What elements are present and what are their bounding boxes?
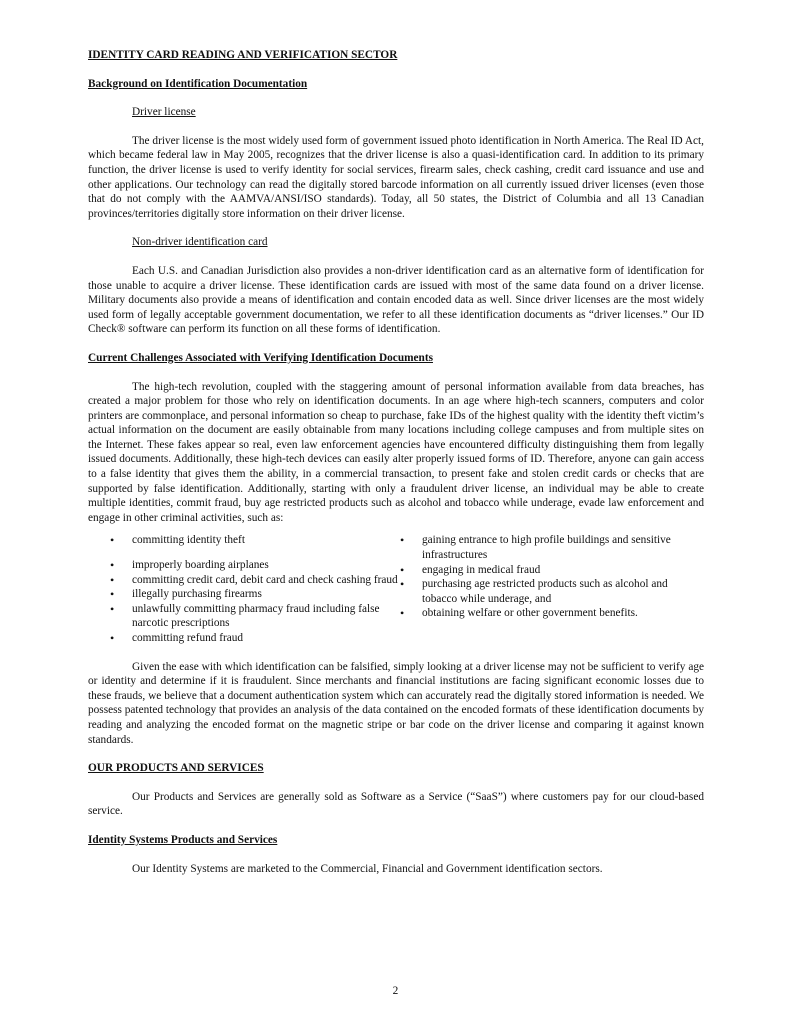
list-item: • obtaining welfare or other government benefits. xyxy=(400,606,704,621)
list-item: • purchasing age restricted products such as alcohol and tobacco while underage, and xyxy=(400,577,704,606)
challenges-heading: Current Challenges Associated with Verifying Identification Documents xyxy=(88,351,433,364)
given-ease-paragraph: Given the ease with which identification can be falsified, simply looking at a driver license may not be sufficient to verify age or identity and determine if it is fraudulent. Since merchants and financial institutions are facing significant economic losses due to these frauds, we believe that a document authentication system which can accurately read the digitally stored information is needed. We possess patented technology that provides an analysis of the data contained on the encoded formats of these identification documents by reading and analyzing the encoded format on the magnetic stripe or bar code on the driver license and comparing it against known standards. xyxy=(88,660,704,746)
section-title: IDENTITY CARD READING AND VERIFICATION SECTOR xyxy=(88,49,398,61)
page-number: 2 xyxy=(392,985,399,997)
list-item: • engaging in medical fraud xyxy=(400,563,704,578)
list-item: • committing refund fraud xyxy=(110,631,400,646)
driver-license-subheading: Driver license xyxy=(132,106,196,119)
bullet-column-right xyxy=(400,533,704,645)
challenges-paragraph: The high-tech revolution, coupled with the staggering amount of personal information available from data breaches, has created a major problem for those who rely on identification documents. In an age where high-tech scanners, computers and color printers are commonplace, and personal information so cheap to purchase, fake IDs of the highest quality with the identity theft victim’s actual information on the document are easily obtainable from many locations including college campuses and from multiple sites on the Internet. These fakes appear so real, even law enforcement agencies have encountered difficulty distinguishing them from legally issued documents. Additionally, these high-tech devices can easily alter properly issued forms of ID. Therefore, anyone can gain access to a false identity that gives them the ability, in a commercial transaction, to present fake and stolen credit cards or checks that are supported by false identification. Additionally, starting with only a fraudulent driver license, an individual may be able to create multiple identities, commit fraud, buy age restricted products such as alcohol and tobacco while underage, evade law enforcement and engage in other criminal activities, such as: xyxy=(88,380,704,524)
list-item: • gaining entrance to high profile buildings and sensitive infrastructures xyxy=(400,533,704,562)
list-item: • committing credit card, debit card and check cashing fraud xyxy=(110,573,400,588)
list-item: • committing identity theft xyxy=(110,533,400,548)
fraud-bullet-list xyxy=(88,533,704,645)
non-driver-subheading: Non-driver identification card xyxy=(132,236,268,249)
list-item: • unlawfully committing pharmacy fraud including false narcotic prescriptions xyxy=(110,602,400,631)
document-page xyxy=(88,48,704,890)
products-paragraph: Our Products and Services are generally sold as Software as a Service (“SaaS”) where customers pay for our cloud-based service. xyxy=(88,790,704,818)
products-heading: OUR PRODUCTS AND SERVICES xyxy=(88,762,264,775)
bullet-column-left xyxy=(88,533,400,645)
identity-systems-paragraph: Our Identity Systems are marketed to the Commercial, Financial and Government identification sectors. xyxy=(132,862,603,875)
non-driver-paragraph: Each U.S. and Canadian Jurisdiction also provides a non-driver identification card as an alternative form of identification for those unable to acquire a driver license. These identification cards are issued with most of the same data found on a driver license. Military documents also provide a means of identification and contain encoded data as well. Since driver licenses are the most widely used form of legally acceptable government documentation, we refer to all these identification documents as “driver licenses.” Our ID Check® software can perform its function on all these forms of identification. xyxy=(88,264,704,336)
driver-license-paragraph: The driver license is the most widely used form of government issued photo identification in North America. The Real ID Act, which became federal law in May 2005, recognizes that the driver license is also a quasi-identification card. In addition to its primary function, the driver license is used to verify identity for social services, firearm sales, check cashing, credit card issuance and use and other applications. Our technology can read the digitally stored barcode information on all currently issued driver licenses (even those that do not comply with the AAMVA/ANSI/ISO standards). Today, all 50 states, the District of Columbia and all 13 Canadian provinces/territories digitally store information on their driver license. xyxy=(88,134,704,220)
list-item: • improperly boarding airplanes xyxy=(110,558,400,573)
background-heading: Background on Identification Documentation xyxy=(88,77,308,90)
identity-systems-heading: Identity Systems Products and Services xyxy=(88,833,278,846)
list-item: • illegally purchasing firearms xyxy=(110,587,400,602)
